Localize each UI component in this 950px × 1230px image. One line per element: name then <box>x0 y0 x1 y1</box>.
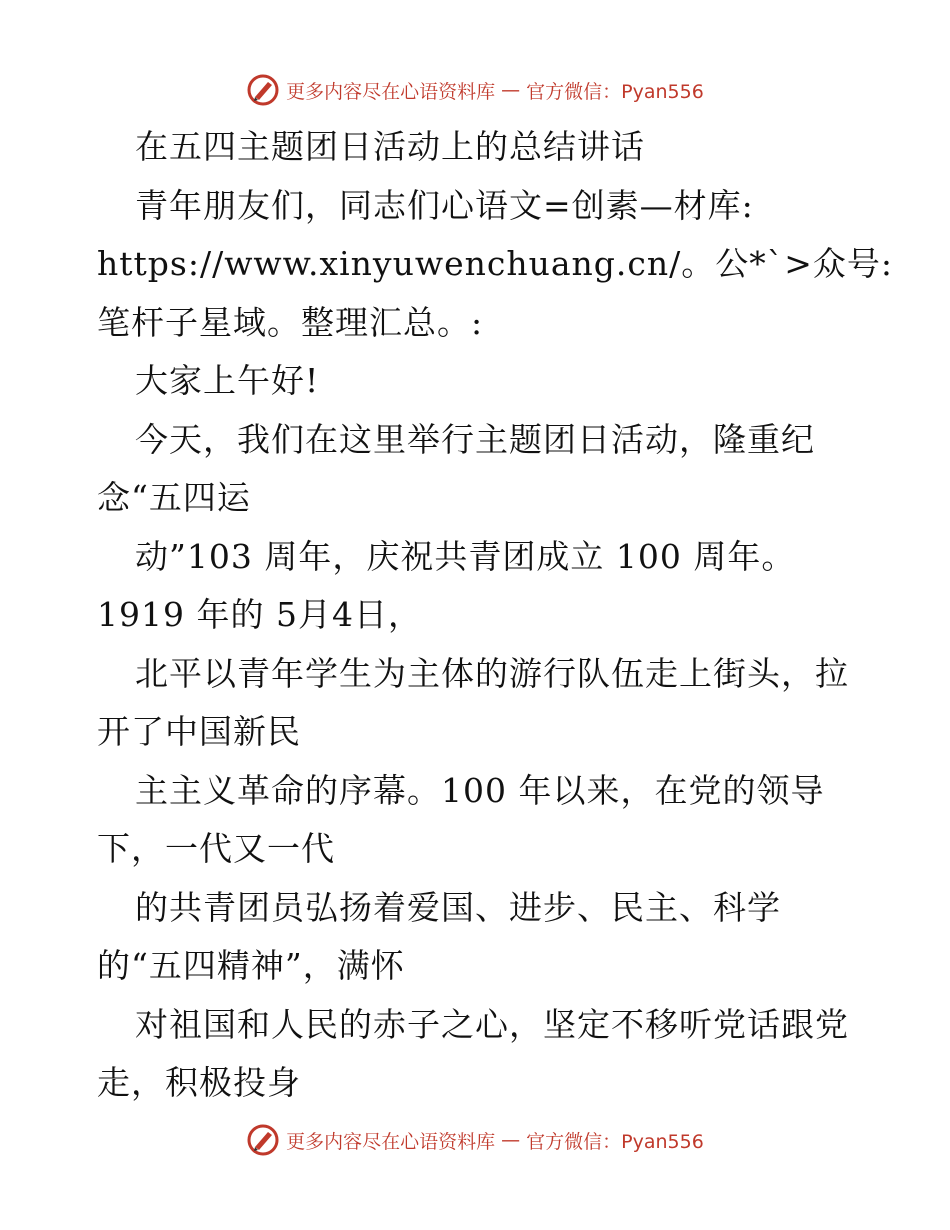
pen-logo-icon <box>246 1123 280 1157</box>
banner-separator: — <box>501 79 521 101</box>
banner-text: 更多内容尽在心语资料库 <box>286 1130 496 1153</box>
paragraph-line: 笔杆子星域。整理汇总。: <box>97 302 484 342</box>
paragraph-line: 青年朋友们，同志们心语文=创素—材库: <box>135 185 754 225</box>
banner-text: 更多内容尽在心语资料库 <box>286 80 496 103</box>
paragraph-line: 北平以青年学生为主体的游行队伍走上街头，拉 <box>135 653 849 693</box>
pen-logo-icon <box>246 73 280 107</box>
paragraph-line: 的共青团员弘扬着爱国、进步、民主、科学 <box>135 887 781 927</box>
paragraph-line: 动”103 周年，庆祝共青团成立 100 周年。 <box>135 536 796 576</box>
banner-wechat-id: 官方微信：Pyan556 <box>526 80 704 103</box>
paragraph-line: 念“五四运 <box>97 478 251 517</box>
paragraph-line: 走，积极投身 <box>97 1063 301 1102</box>
footer-banner <box>0 1120 950 1160</box>
paragraph-line: 大家上午好! <box>135 361 320 400</box>
paragraph-line: 主主义革命的序幕。100 年以来，在党的领导 <box>135 770 825 810</box>
document-title: 在五四主题团日活动上的总结讲话 <box>135 127 645 166</box>
paragraph-line: 的“五四精神”，满怀 <box>97 946 405 985</box>
paragraph-line: https://www.xinyuwenchuang.cn/。公*`>众号: <box>97 244 894 283</box>
paragraph-line: 开了中国新民 <box>97 712 301 751</box>
paragraph-line: 下，一代又一代 <box>97 829 335 868</box>
document-body <box>97 118 894 1113</box>
paragraph-line: 1919 年的 5月4日， <box>97 595 422 634</box>
banner-separator: — <box>501 1129 521 1151</box>
paragraph-line: 今天，我们在这里举行主题团日活动，隆重纪 <box>135 419 815 459</box>
banner-wechat-id: 官方微信：Pyan556 <box>526 1130 704 1153</box>
header-banner <box>0 70 950 110</box>
paragraph-line: 对祖国和人民的赤子之心，坚定不移听党话跟党 <box>135 1004 849 1044</box>
